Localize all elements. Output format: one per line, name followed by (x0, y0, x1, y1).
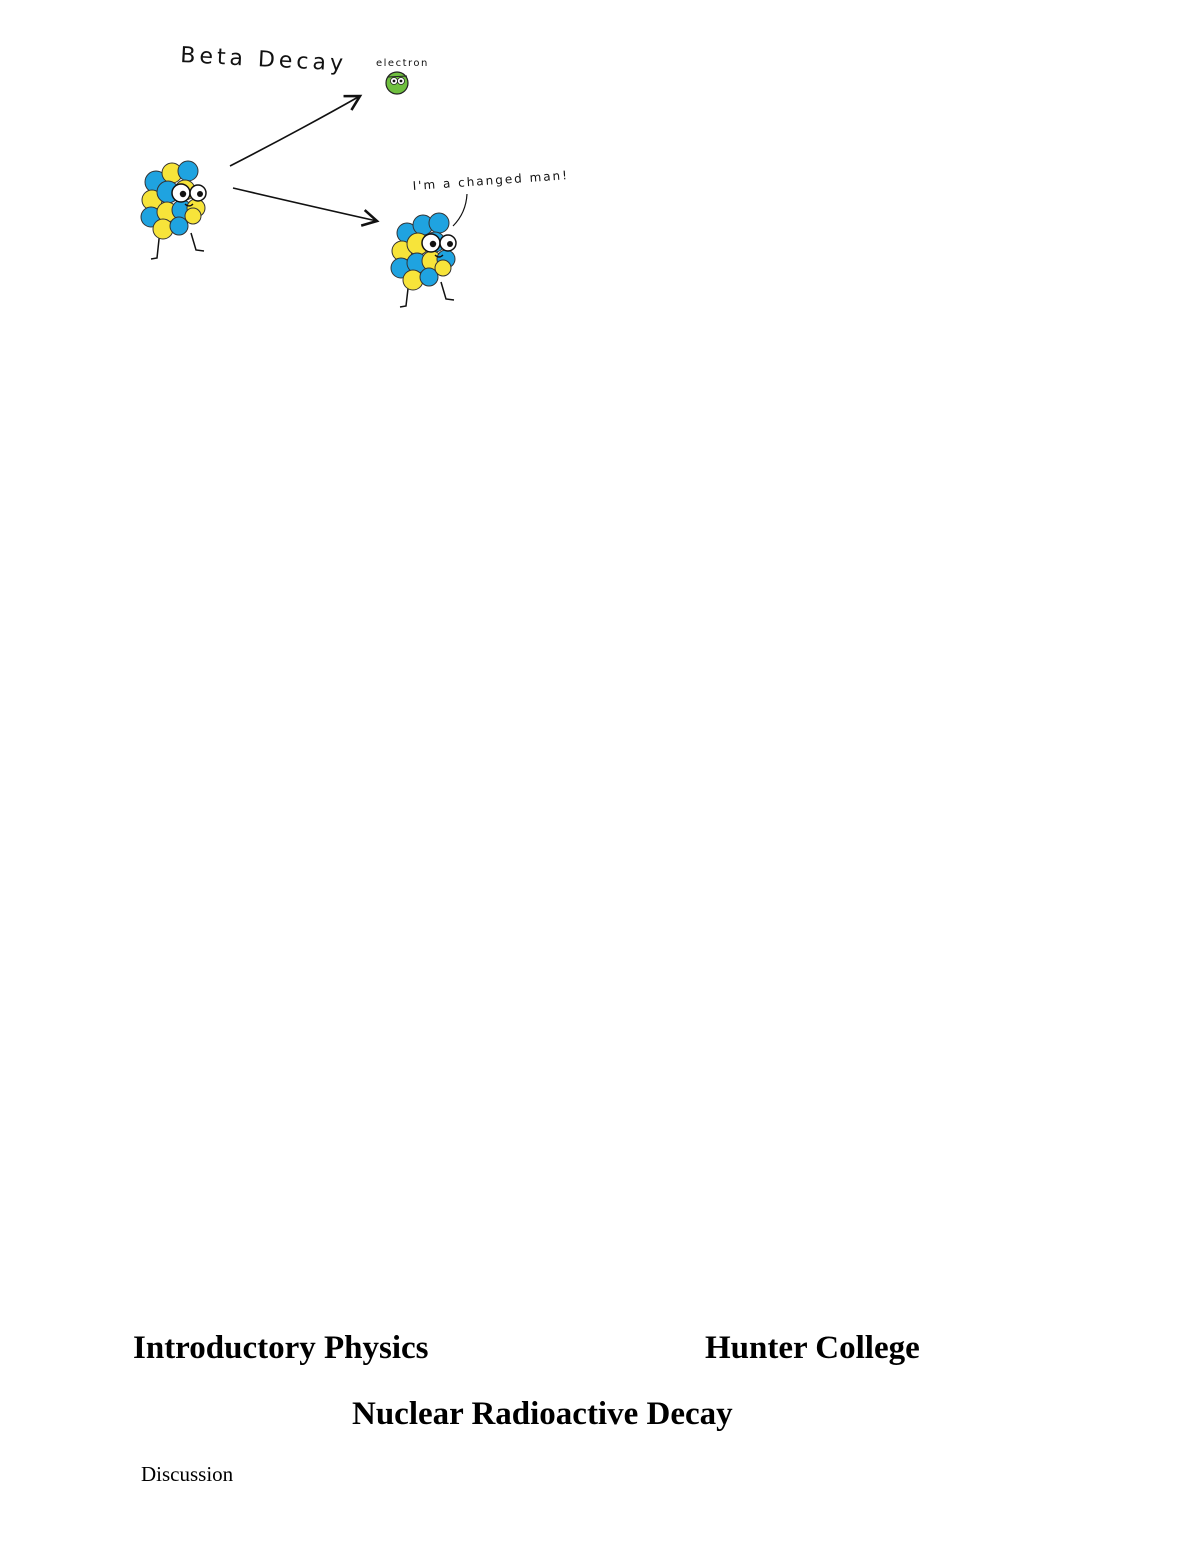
illustration-title: Beta Decay (179, 43, 348, 77)
arrow-to-nucleus (233, 188, 377, 221)
parent-nucleus (141, 161, 206, 259)
course-name: Introductory Physics (133, 1330, 429, 1366)
document-title: Nuclear Radioactive Decay (352, 1396, 733, 1432)
electron-particle (386, 72, 408, 94)
speech-text: I'm a changed man! (412, 168, 570, 193)
college-name: Hunter College (705, 1330, 920, 1366)
section-heading: Discussion (141, 1462, 234, 1486)
electron-label: electron (376, 58, 429, 69)
arrow-to-electron (230, 96, 360, 166)
beta-decay-illustration (130, 30, 570, 320)
speech-line (453, 194, 467, 226)
daughter-nucleus (391, 213, 456, 307)
